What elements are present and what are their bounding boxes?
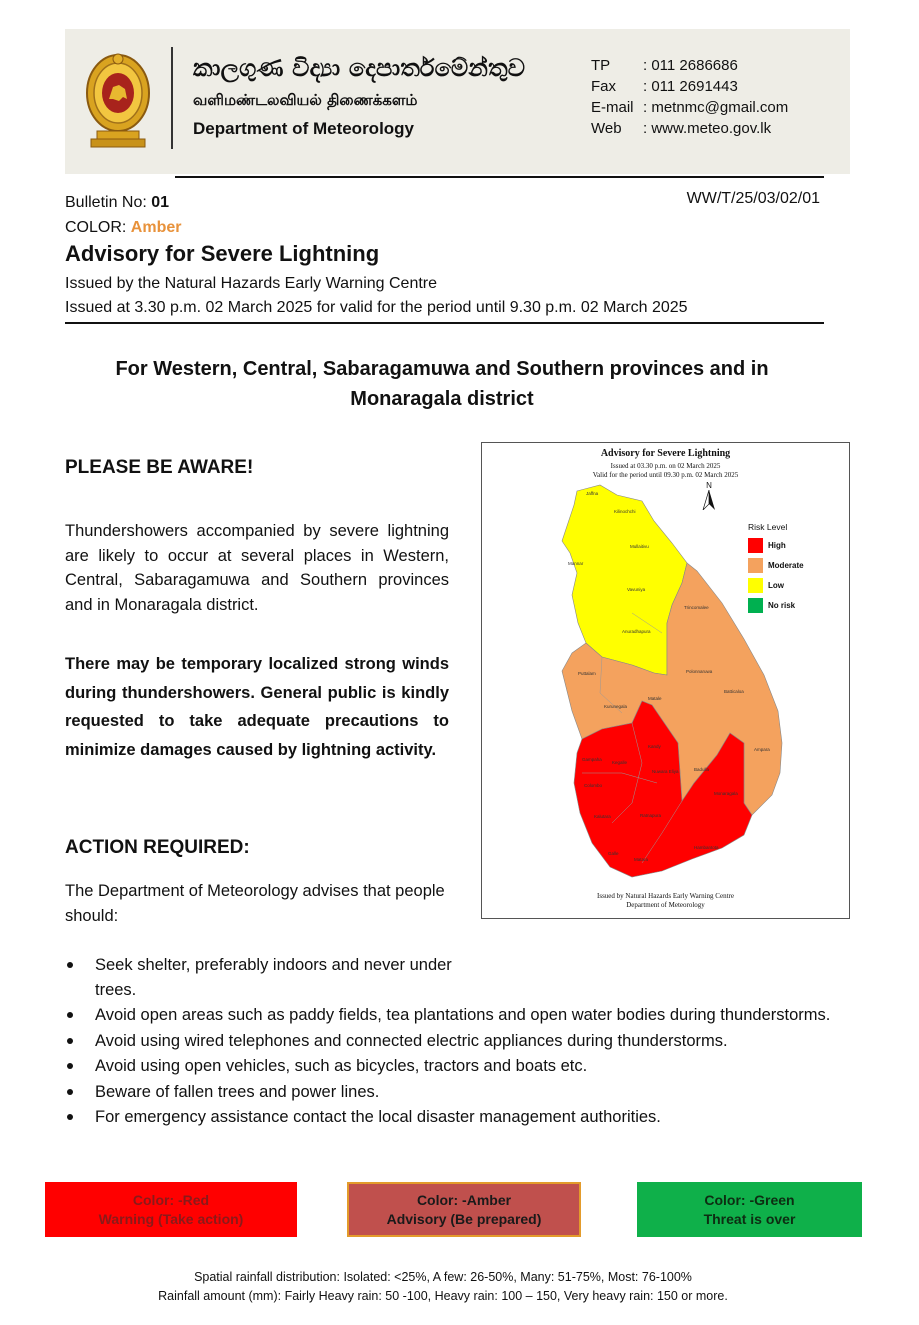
bulletin-color-label: COLOR: [65, 219, 131, 236]
district-label: Kalutara [594, 814, 611, 819]
advisory-title: Advisory for Severe Lightning [65, 241, 380, 266]
letterhead [65, 29, 850, 174]
contact-row-email [591, 97, 788, 118]
list-item: Beware of fallen trees and power lines. [65, 1080, 835, 1105]
north-label: N [706, 481, 712, 490]
district-label: Ampara [754, 747, 770, 752]
wind-warning-paragraph: There may be temporary localized strong winds during thundershowers. General public is kindly requested to take adequate precautions to minimize damages caused by lightning activity. [65, 655, 449, 759]
legend-label: High [768, 541, 786, 550]
map-footer-line1: Issued by Natural Hazards Early Warning Centre [597, 892, 734, 900]
district-label: Kandy [648, 744, 661, 749]
district-label: Kurunegala [604, 704, 628, 709]
dept-name-tamil: வளிமண்டலவியல் திணைக்களம் [193, 91, 418, 109]
legend-label: Moderate [768, 561, 804, 570]
legend-item-moderate [748, 558, 804, 573]
legend-label: No risk [768, 601, 796, 610]
contact-label: Web [591, 120, 622, 137]
header-divider [171, 47, 173, 149]
legend-swatch [748, 558, 763, 573]
issue-info [65, 272, 688, 320]
map-valid: Valid for the period until 09.30 p.m. 02 March 2025 [592, 471, 739, 479]
color-code-red [45, 1182, 297, 1237]
district-label: Ratnapura [640, 813, 662, 818]
forecast-paragraph: Thundershowers accompanied by severe lightning are likely to occur at several places in Western, Central, Sabaragamuwa and Southern provinces and in Monaragala district. [65, 522, 449, 614]
legend-swatch [748, 578, 763, 593]
bulletin-meta [65, 190, 181, 240]
legend-label: Low [768, 581, 784, 590]
color-code-title: Color: -Amber [416, 1191, 512, 1208]
legend-swatch [748, 538, 763, 553]
bulletin-number-line [65, 190, 181, 215]
footnote-amount: Rainfall amount (mm): Fairly Heavy rain: 50 -100, Heavy rain: 100 – 150, Very heavy rain: 150 or more. [158, 1289, 728, 1303]
footnote-distribution: Spatial rainfall distribution: Isolated: <25%, A few: 26-50%, Many: 51-75%, Most: 76-100% [194, 1270, 692, 1284]
national-emblem-icon [83, 47, 153, 151]
region-heading: For Western, Central, Sabaragamuwa and Southern provinces and in Monaragala district [115, 358, 769, 410]
map-issued: Issued at 03.30 p.m. on 02 March 2025 [610, 462, 721, 470]
district-label: Kegalle [612, 760, 628, 765]
color-code-meaning: Advisory (Be prepared) [386, 1210, 542, 1227]
dept-name-sinhala: කාලගුණ විද්‍යා දෙපාර්තමේන්තුව [193, 54, 526, 82]
bulletin-number: 01 [151, 194, 170, 211]
district-label: Batticaloa [724, 689, 744, 694]
district-label: Galle [608, 851, 619, 856]
action-heading: ACTION REQUIRED: [65, 837, 250, 858]
north-arrow-icon [702, 481, 716, 512]
bulletin-color-line [65, 215, 181, 240]
contact-label: E-mail [591, 99, 634, 116]
legend-item-low [748, 578, 804, 593]
contact-value: : 011 2686686 [643, 57, 738, 74]
district-label: Mullaitivu [630, 544, 649, 549]
district-label: Matara [634, 857, 649, 862]
contact-label: Fax [591, 78, 617, 95]
north-arrow-graphic [702, 490, 716, 510]
district-label: Mannar [568, 561, 584, 566]
contact-label: TP [591, 57, 611, 74]
map-subtitle [482, 462, 849, 480]
district-label: Jaffna [586, 491, 599, 496]
color-code-amber [347, 1182, 581, 1237]
contact-row-phone [591, 55, 788, 76]
district-label: Kilinochchi [614, 509, 636, 514]
contact-row-web [591, 118, 788, 139]
color-code-meaning: Threat is over [703, 1210, 796, 1227]
district-label: Anuradhapura [622, 629, 651, 634]
meta-rule [65, 322, 824, 324]
list-item: For emergency assistance contact the local disaster management authorities. [65, 1105, 835, 1130]
rainfall-footnote [0, 1268, 886, 1306]
district-label: Monaragala [714, 791, 738, 796]
advice-list [65, 953, 835, 1131]
district-label: Badulla [694, 767, 710, 772]
sri-lanka-risk-map [482, 443, 851, 920]
map-title: Advisory for Severe Lightning [600, 448, 731, 459]
contact-value: : 011 2691443 [643, 78, 738, 95]
list-item: Avoid using open vehicles, such as bicycles, tractors and boats etc. [65, 1054, 835, 1079]
bulletin-color-value: Amber [130, 219, 182, 236]
contact-block [591, 55, 788, 139]
risk-map-panel [481, 442, 850, 919]
aware-heading: PLEASE BE AWARE! [65, 457, 254, 478]
map-legend [748, 522, 804, 618]
bulletin-reference: WW/T/25/03/02/01 [686, 190, 820, 207]
color-code-green [637, 1182, 862, 1237]
contact-row-fax [591, 76, 788, 97]
legend-item-no-risk [748, 598, 804, 613]
legend-title: Risk Level [748, 522, 788, 532]
district-label: Matale [648, 696, 662, 701]
district-label: Vavuniya [627, 587, 646, 592]
list-item: Avoid open areas such as paddy fields, tea plantations and open water bodies during thunderstorms. [65, 1003, 835, 1028]
district-label: Polonnaruwa [686, 669, 713, 674]
district-label: Nuwara Eliya [652, 769, 679, 774]
bulletin-number-label: Bulletin No: [65, 194, 152, 211]
list-item: Seek shelter, preferably indoors and never under trees. [65, 953, 475, 1002]
color-code-title: Color: -Red [132, 1191, 210, 1208]
district-label: Puttalam [578, 671, 596, 676]
issued-by: Issued by the Natural Hazards Early Warning Centre [65, 275, 438, 292]
legend-item-high [748, 538, 804, 553]
issued-at: Issued at 3.30 p.m. 02 March 2025 for valid for the period until 9.30 p.m. 02 March 2025 [65, 299, 688, 316]
contact-value: : metnmc@gmail.com [643, 99, 789, 116]
district-label: Colombo [584, 783, 603, 788]
district-label: Trincomalee [684, 605, 709, 610]
district-label: Gampaha [582, 757, 602, 762]
district-label: Hambantota [694, 845, 719, 850]
map-footer [482, 892, 849, 910]
list-item: Avoid using wired telephones and connected electric appliances during thunderstorms. [65, 1029, 835, 1054]
header-rule [175, 176, 824, 178]
color-code-meaning: Warning (Take action) [98, 1210, 244, 1227]
color-code-title: Color: -Green [704, 1191, 795, 1208]
map-footer-line2: Department of Meteorology [626, 901, 705, 909]
advises-text: The Department of Meteorology advises that people should: [65, 882, 445, 925]
contact-value: : www.meteo.gov.lk [643, 120, 772, 137]
dept-name-english: Department of Meteorology [193, 119, 415, 138]
legend-swatch [748, 598, 763, 613]
